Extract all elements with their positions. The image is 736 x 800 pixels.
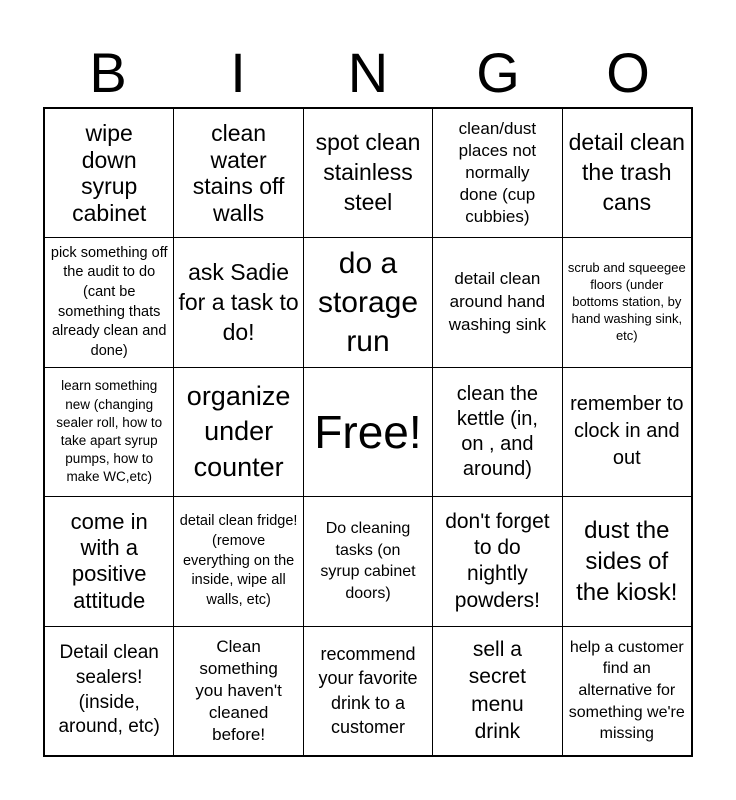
header-letter-i: I — [230, 41, 246, 104]
header-letter-g: G — [476, 41, 520, 104]
bingo-cell[interactable] — [563, 497, 691, 625]
cell-text: scrub and squeegee floors (under bottoms station, by hand washing sink, etc) — [567, 260, 686, 343]
cell-text: ask Sadie for a task to do! — [178, 258, 299, 345]
bingo-cell[interactable] — [563, 109, 691, 237]
cell-text: help a customer find an alternative for something we're missing — [568, 638, 685, 743]
bingo-cell[interactable] — [563, 627, 691, 755]
bingo-grid — [43, 107, 693, 757]
bingo-cell[interactable] — [174, 497, 302, 625]
bingo-cell[interactable] — [304, 627, 432, 755]
bingo-cell[interactable] — [45, 497, 173, 625]
cell-text: Do cleaning tasks (on syrup cabinet doors) — [320, 520, 416, 602]
cell-text: detail clean fridge! (remove everything on the inside, wipe all walls, etc) — [179, 513, 298, 608]
cell-text: clean the kettle (in, on , and around) — [456, 382, 538, 480]
bingo-cell[interactable] — [304, 238, 432, 366]
cell-text: organize under counter — [186, 381, 291, 482]
cell-text: clean/dust places not normally done (cup cubbies) — [458, 118, 537, 227]
cell-text: detail clean the trash cans — [568, 129, 685, 216]
cell-text: detail clean around hand washing sink — [448, 269, 547, 335]
bingo-cell[interactable] — [433, 238, 561, 366]
cell-text: come in with a positive attitude — [70, 508, 148, 613]
bingo-cell[interactable] — [563, 368, 691, 496]
bingo-cell[interactable] — [304, 497, 432, 625]
cell-text: spot clean stainless steel — [315, 129, 421, 216]
header-letter-b: B — [89, 41, 127, 104]
cell-text: pick something off the audit to do (cant be something thats already clean and done) — [50, 244, 168, 359]
cell-text: Clean something you haven't cleaned before! — [195, 636, 282, 744]
cell-text: sell a secret menu drink — [468, 638, 526, 744]
cell-text: clean water stains off walls — [192, 120, 285, 226]
bingo-cell[interactable] — [563, 238, 691, 366]
bingo-cell[interactable] — [174, 109, 302, 237]
bingo-cell[interactable] — [433, 627, 561, 755]
bingo-cell[interactable] — [174, 368, 302, 496]
bingo-cell[interactable] — [304, 368, 432, 496]
cell-text: Free! — [314, 405, 422, 458]
header-letter-o: O — [606, 41, 650, 104]
bingo-cell[interactable] — [433, 368, 561, 496]
bingo-cell[interactable] — [433, 497, 561, 625]
bingo-cell[interactable] — [433, 109, 561, 237]
header-letter-n: N — [347, 41, 389, 104]
bingo-cell[interactable] — [45, 238, 173, 366]
cell-text: don't forget to do nightly powders! — [445, 509, 550, 612]
cell-text: recommend your favorite drink to a customer — [318, 644, 418, 738]
bingo-cell[interactable] — [304, 109, 432, 237]
bingo-cell[interactable] — [45, 368, 173, 496]
cell-text: remember to clock in and out — [570, 393, 684, 470]
bingo-cell[interactable] — [45, 109, 173, 237]
cell-text: wipe down syrup cabinet — [72, 120, 147, 226]
bingo-cell[interactable] — [174, 238, 302, 366]
bingo-header — [43, 40, 693, 106]
cell-text: dust the sides of the kiosk! — [576, 516, 678, 606]
bingo-cell[interactable] — [174, 627, 302, 755]
cell-text: learn something new (changing sealer roll, how to take apart syrup pumps, how to make WC,etc) — [56, 378, 163, 485]
cell-text: do a storage run — [317, 247, 419, 359]
bingo-cell[interactable] — [45, 627, 173, 755]
cell-text: Detail clean sealers! (inside, around, etc) — [58, 642, 160, 738]
